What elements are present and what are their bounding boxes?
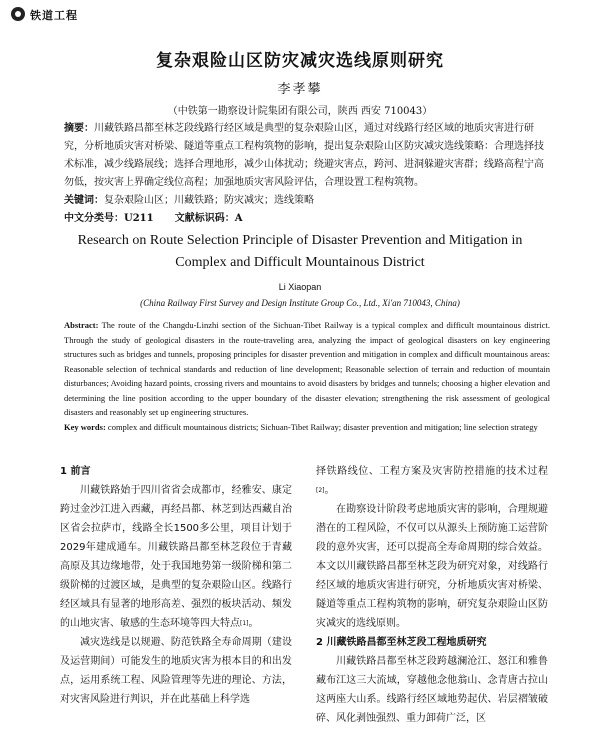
abstract-cn-text: 川藏铁路昌都至林芝段线路行经区域是典型的复杂艰险山区，通过对线路行经区域的地质灾害进行研究，分析地质灾害对桥梁、隧道等重点工程构筑物的影响，提出复杂艰险山区防灾减灾选线策略：合理选择技术标准，减少线路展线；选择合理地形，减少山体扰动；绕避灾害点，跨河、进洞躲避灾害群；线路高程宁高勿低，按灾害上界确定线位高程；加强地质灾害风险评估，合理设置工程构筑物。: [64, 123, 544, 188]
body-paragraph: 川藏铁路昌都至林芝段跨越澜沧江、怒江和雅鲁藏布江这三大流域，穿越他念他翁山、念青唐古拉山这两座大山系。线路行经区域地势起伏、岩层褶皱破碎、风化剥蚀强烈、重力卸荷广泛，区: [316, 656, 548, 724]
author-name-cn: 李孝攀: [277, 82, 323, 97]
abstract-cn: [64, 120, 550, 192]
paragraph-text: 择铁路线位、工程方案及灾害防控措施的技术过程: [316, 466, 548, 477]
abstract-en-text: The route of the Changdu-Linzhi section of the Sichuan-Tibet Railway is a typical complex and difficult mountainous district. Through the study of geological disasters in the route-traveling area, analyzing the impact of geological disasters on key engineering structures such as bridges and tunnels, proposing principles for disaster prevention and mitigation in complex and difficult mountainous areas: Reasonable selection of technical standards and reduction of line development; Reasonable selection of terrain and reduction of mountain disturbances; Avoiding hazard points, crossing rivers and mountains to avoid disasters by bridges and tunnels; choosing a higher elevation and determining the line position according to the upper boundary of the disaster elevation; strengthening the risk assessment of geological disasters and reasonably set up engineering structures.: [64, 320, 550, 417]
journal-mark: 铁道工程: [30, 9, 78, 22]
keywords-cn-text: 复杂艰险山区；川藏铁路；防灾减灾；选线策略: [104, 195, 314, 206]
doc-code-value: A: [234, 213, 243, 224]
abstract-cn-label: 摘要：: [64, 123, 94, 134]
paragraph-end: 。: [248, 618, 259, 629]
keywords-en-label: Key words:: [64, 422, 106, 432]
paragraph-text: 川藏铁路始于四川省省会成都市，经雅安、康定跨过金沙江进入西藏，再经昌都、林芝到达西藏自治区省会拉萨市，线路全长1500多公里，项目计划于2029年建成通车。川藏铁路昌都至林芝段位于青藏高原及其边缘地带，处于我国地势第一级阶梯和第二级阶梯的过渡区域，是典型的复杂艰险山区。线路行经区域具有显著的地形高差、强烈的板块活动、频发的山地灾害、敏感的生态环境等四大特点: [60, 485, 292, 629]
doc-code-label: 文献标识码：: [174, 213, 235, 224]
section-heading: 2 川藏铁路昌都至林芝段工程地质研究: [316, 637, 487, 648]
paper-title-en: Research on Route Selection Principle of Disaster Prevention and Mitigation in Complex and Difficult Mountainous District: [77, 233, 523, 270]
author-name-en: Li Xiaopan: [278, 282, 322, 292]
abstract-en: [64, 318, 550, 420]
paper-title-cn: 复杂艰险山区防灾减灾选线原则研究: [156, 51, 444, 71]
paragraph-end: 。: [324, 485, 335, 496]
journal-logo-icon: [10, 6, 26, 22]
keywords-cn: [64, 192, 550, 210]
affiliation-cn: （中铁第一勘察设计院集团有限公司，陕西 西安 710043）: [167, 106, 433, 117]
keywords-en: [64, 420, 550, 435]
abstract-en-label: Abstract:: [64, 320, 99, 330]
affiliation-en: (China Railway First Survey and Design Institute Group Co., Ltd., Xi'an 710043, China): [140, 298, 460, 308]
body-column-left: [60, 462, 292, 709]
citation-ref: [2]: [316, 487, 325, 494]
citation-ref: [1]: [240, 620, 249, 627]
body-paragraph: 在勘察设计阶段考虑地质灾害的影响，合理规避潜在的工程风险，不仅可以从源头上预防施工运营阶段的意外灾害，还可以提高全寿命周期的综合效益。本文以川藏铁路昌都至林芝段为研究对象，对线路行经区域的地质灾害进行研究，分析地质灾害对桥梁、隧道等重点工程构筑物的影响，研究复杂艰险山区防灾减灾的选线原则。: [316, 504, 548, 629]
body-paragraph: [60, 481, 292, 633]
clc-value: U211: [124, 213, 154, 224]
section-heading: 1 前言: [60, 466, 91, 477]
keywords-en-text: complex and difficult mountainous districts; Sichuan-Tibet Railway; disaster prevention and mitigation; line selection strategy: [107, 422, 538, 432]
body-paragraph: [316, 462, 548, 500]
body-column-right: [316, 462, 548, 728]
classification-line: [64, 210, 550, 228]
keywords-cn-label: 关键词：: [64, 195, 104, 206]
clc-label: 中文分类号：: [64, 213, 124, 224]
body-paragraph: 减灾选线是以规避、防范铁路全寿命周期（建设及运营期间）可能发生的地质灾害为根本目的和出发点，运用系统工程、风险管理等先进的理论、方法，对灾害风险进行判识，并在此基础上科学选: [60, 637, 292, 705]
